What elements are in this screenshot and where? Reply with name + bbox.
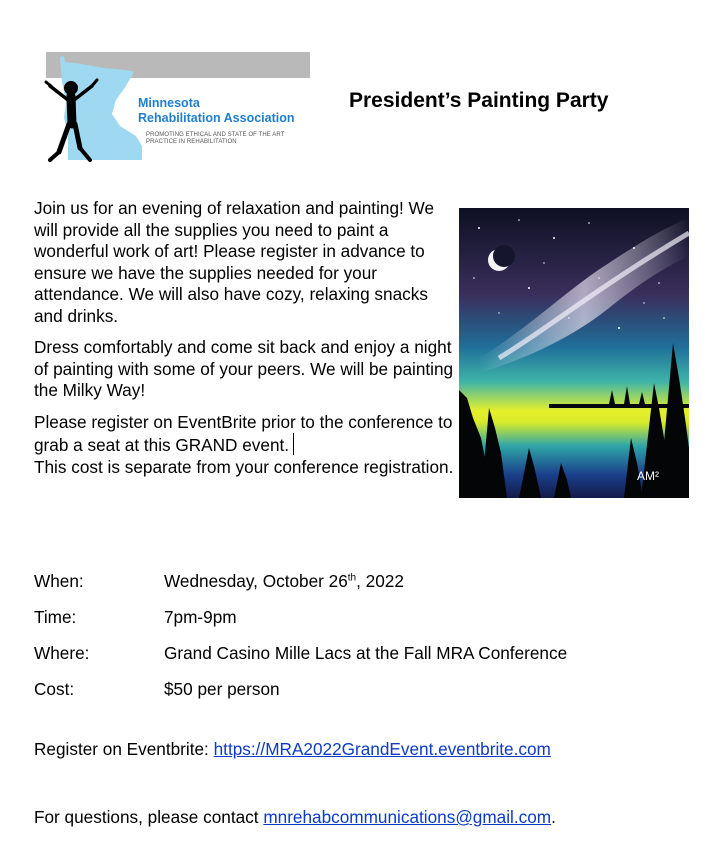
- time-label: Time:: [34, 607, 77, 627]
- time-value: 7pm-9pm: [164, 607, 237, 627]
- page-title: President’s Painting Party: [349, 89, 609, 112]
- register-label: Register on Eventbrite:: [34, 739, 209, 759]
- detail-row-when: [34, 571, 567, 607]
- logo-name-line1: Minnesota: [138, 96, 200, 110]
- event-description: [34, 198, 454, 488]
- intro-paragraph-2: Dress comfortably and come sit back and enjoy a night of painting with some of your peers. We will be painting the Milky Way!: [34, 337, 454, 400]
- contact-line: [34, 807, 556, 828]
- when-date: Wednesday, October 26: [164, 571, 348, 591]
- register-line: [34, 739, 551, 760]
- detail-row-time: [34, 607, 567, 643]
- detail-row-cost: [34, 679, 567, 715]
- logo-tagline: [146, 132, 284, 146]
- intro-paragraph-1: Join us for an evening of relaxation and painting! We will provide all the supplies you need to paint a wonderful work of art! Please register in advance to ensure we have the supplies needed for your attendance. We will also have cozy, relaxing snacks and drinks.: [34, 198, 435, 326]
- text-cursor-mark: [293, 433, 294, 455]
- painting-signature: AM²: [637, 469, 659, 483]
- detail-row-where: [34, 643, 567, 679]
- when-year: , 2022: [356, 571, 404, 591]
- contact-label: For questions, please contact: [34, 807, 259, 827]
- eventbrite-link[interactable]: https://MRA2022GrandEvent.eventbrite.com: [213, 739, 551, 759]
- when-date-suffix: th: [347, 572, 357, 584]
- logo-tagline-line2: PRACTICE IN REHABILITATION: [146, 139, 237, 145]
- cost-label: Cost:: [34, 679, 75, 699]
- intro-paragraph-3-text: Please register on EventBrite prior to the conference to grab a seat at this GRAND event.: [34, 411, 453, 455]
- contact-trailing-period: .: [551, 807, 556, 827]
- cost-value: $50 per person: [164, 679, 280, 699]
- intro-paragraph-3b-text: This cost is separate from your conference registration.: [34, 456, 454, 477]
- contact-email-link[interactable]: mnrehabcommunications@gmail.com: [263, 807, 552, 827]
- intro-paragraph-3: [34, 412, 454, 479]
- mra-logo: [42, 52, 310, 168]
- logo-name-line2: Rehabilitation Association: [138, 111, 295, 125]
- where-label: Where:: [34, 643, 90, 663]
- logo-tagline-line1: PROMOTING ETHICAL AND STATE OF THE ART: [146, 132, 285, 138]
- where-value: Grand Casino Mille Lacs at the Fall MRA Conference: [164, 643, 568, 663]
- when-label: When:: [34, 571, 84, 591]
- logo-organization-name: [138, 96, 295, 126]
- when-value: [164, 571, 404, 607]
- milky-way-painting: [459, 208, 689, 498]
- event-details: [34, 571, 567, 715]
